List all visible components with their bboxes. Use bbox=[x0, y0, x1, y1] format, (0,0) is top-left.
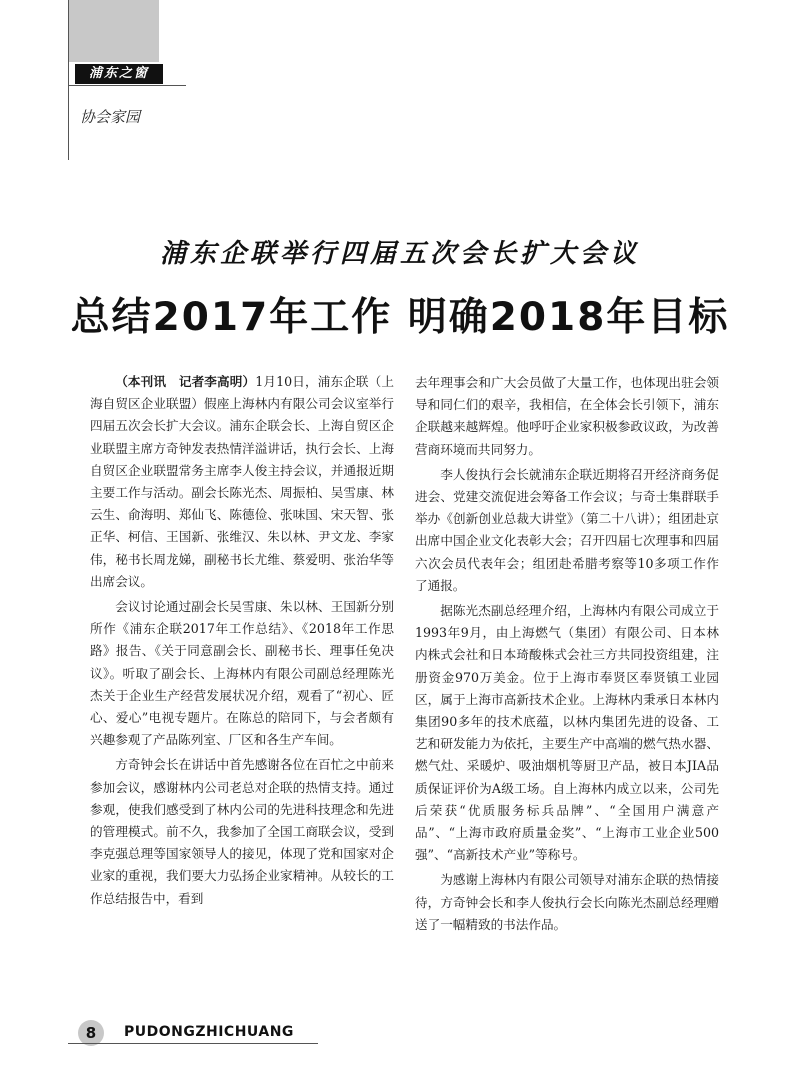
article-paragraph: 去年理事会和广大会员做了大量工作，也体现出驻会领导和同仁们的艰辛，我相信，在全体会长引领下，浦东企联越来越辉煌。他呼吁企业家积极参政议政，为改善营商环境而共同努力。 bbox=[415, 375, 719, 457]
header-gray-tab bbox=[68, 0, 159, 62]
magazine-name-badge: 浦东之窗 bbox=[75, 64, 163, 84]
footer-magazine-pinyin: PUDONGZHICHUANG bbox=[124, 1024, 294, 1040]
article-column-right bbox=[415, 372, 719, 939]
article-paragraph: 李人俊执行会长就浦东企联近期将召开经济商务促进会、党建交流促进会筹备工作会议；与奇士集群联手举办《创新创业总裁大讲堂》（第二十八讲）；组团赴京出席中国企业文化表彰大会；召开四届七次理事和四届六次会员代表年会；组团赴希腊考察等10多项工作作了通报。 bbox=[415, 466, 719, 593]
header-vertical-rule bbox=[68, 0, 69, 160]
page-number: 8 bbox=[78, 1020, 104, 1046]
article-subtitle: 浦东企联举行四届五次会长扩大会议 bbox=[159, 239, 640, 269]
article-paragraph: 方奇钟会长在讲话中首先感谢各位在百忙之中前来参加会议，感谢林内公司老总对企联的热情支持。通过参观，使我们感受到了林内公司的先进科技理念和先进的管理模式。前不久，我参加了全国工商联会议，受到李克强总理等国家领导人的接见，体现了党和国家对企业家的重视，我们要大力弘扬企业家精神。从较长的工作总结报告中，看到 bbox=[90, 757, 394, 906]
article-paragraph: 会议讨论通过副会长吴雪康、朱以林、王国新分别所作《浦东企联2017年工作总结》、《2018年工作思路》报告、《关于同意副会长、副秘书长、理事任免决议》。听取了副会长、上海林内有限公司副总经理陈光杰关于企业生产经营发展状况介绍，观看了“初心、匠心、爱心”电视专题片。在陈总的陪同下，与会者颇有兴趣参观了产品陈列室、厂区和各生产车间。 bbox=[90, 599, 394, 748]
article-paragraph: 为感谢上海林内有限公司领导对浦东企联的热情接待，方奇钟会长和李人俊执行会长向陈光杰副总经理赠送了一幅精致的书法作品。 bbox=[415, 872, 719, 932]
column-label: 协会家园 bbox=[80, 108, 141, 126]
article-paragraph: 据陈光杰副总经理介绍，上海林内有限公司成立于1993年9月，由上海燃气（集团）有限公司、日本林内株式会社和日本琦酸株式会社三方共同投资组建，注册资金970万美金。位于上海市奉贤区奉贤镇工业园区，属于上海市高新技术企业。上海林内秉承日本林内集团90多年的技术底蕴，以林内集团先进的设备、工艺和研发能力为依托，主要生产中高端的燃气热水器、燃气灶、采暖炉、吸油烟机等厨卫产品，被日本JIA品质保证评价为A级工场。自上海林内成立以来，公司先后荣获“优质服务标兵品牌”、“全国用户满意产品”、“上海市政府质量金奖”、“上海市工业企业500强”、“高新技术产业”等称号。 bbox=[415, 603, 719, 863]
header-horizontal-rule bbox=[68, 85, 186, 86]
article-column-left bbox=[90, 371, 394, 913]
article-paragraph: （本刊讯 记者李高明）1月10日，浦东企联（上海自贸区企业联盟）假座上海林内有限公司会议室举行四届五次会长扩大会议。浦东企联会长、上海自贸区企业联盟主席方奇钟发表热情洋溢讲话，执行会长、上海自贸区企业联盟常务主席李人俊主持会议，并通报近期主要工作与活动。副会长陈光杰、周振柏、吴雪康、林云生、俞海明、郑仙飞、陈德俭、张味国、宋天智、张正华、柯信、王国新、张维汉、朱以林、尹文龙、李家伟，秘书长周龙娣，副秘书长尤维、蔡爱明、张治华等出席会议。 bbox=[90, 374, 394, 589]
article-byline: （本刊讯 记者李高明） bbox=[115, 374, 256, 389]
article-title: 总结2017年工作 明确2018年目标 bbox=[70, 295, 730, 340]
footer-rule bbox=[68, 1043, 318, 1044]
